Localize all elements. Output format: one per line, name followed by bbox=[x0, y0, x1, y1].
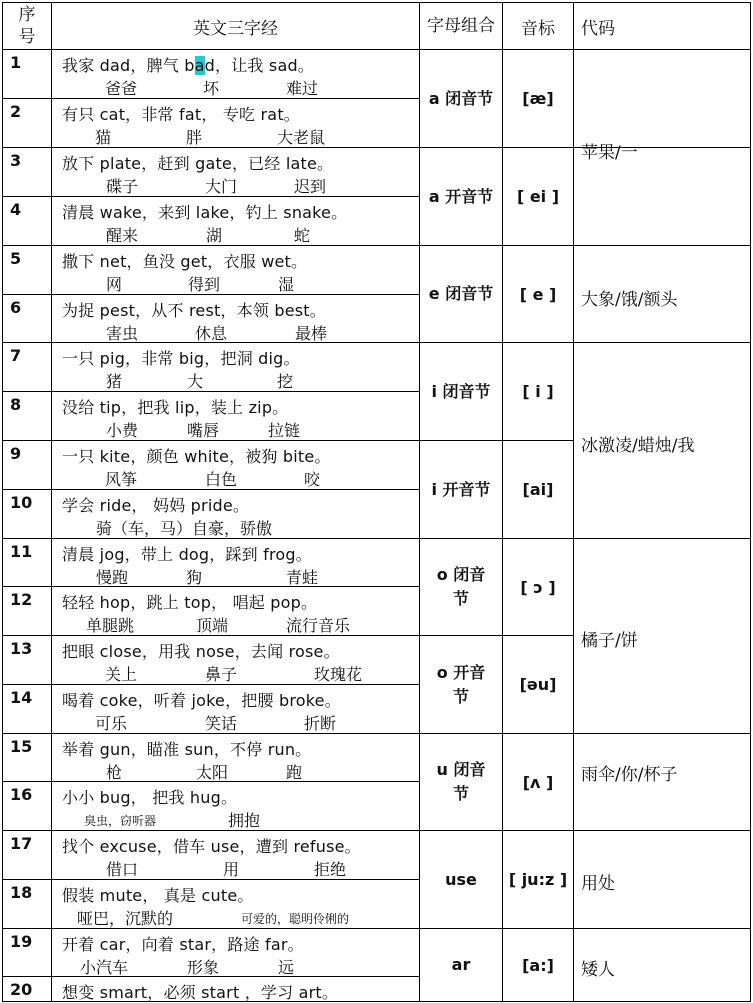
chinese-gloss: 借口 bbox=[106, 860, 139, 879]
chinese-gloss: 得到 bbox=[188, 275, 221, 294]
group-label: o 闭音节 bbox=[436, 565, 486, 608]
group-cell bbox=[420, 831, 502, 928]
chinese-gloss: 迟到 bbox=[294, 177, 327, 196]
ipa-label: [ʌ ] bbox=[522, 772, 554, 792]
row-number: 8 bbox=[10, 395, 22, 414]
group-cell bbox=[420, 343, 502, 440]
row-number: 4 bbox=[10, 200, 22, 219]
chinese-gloss: 挖 bbox=[277, 372, 294, 391]
chinese-gloss: 坏 bbox=[203, 79, 220, 98]
rhyme-line: 学会 ride， 妈妈 pride。 bbox=[62, 496, 250, 515]
row-number: 12 bbox=[10, 590, 33, 609]
chinese-gloss: 拉链 bbox=[268, 421, 301, 440]
chinese-gloss: 最棒 bbox=[295, 324, 328, 343]
row-number: 1 bbox=[10, 53, 22, 72]
group-label: e 闭音节 bbox=[428, 284, 494, 303]
row-number: 20 bbox=[10, 980, 33, 999]
header-col-code bbox=[574, 3, 750, 49]
chinese-gloss: 形象 bbox=[187, 958, 220, 977]
group-cell bbox=[420, 734, 502, 830]
rhyme-line: 轻轻 hop，跳上 top， 唱起 pop。 bbox=[62, 593, 318, 612]
rhyme-line: 撒下 net，鱼没 get，衣服 wet。 bbox=[62, 252, 308, 271]
row-number: 2 bbox=[10, 102, 22, 121]
rhyme-line: 清晨 wake，来到 lake，钓上 snake。 bbox=[62, 203, 348, 222]
ipa-cell bbox=[503, 929, 573, 1001]
code-cell: 矮人 bbox=[581, 960, 615, 980]
group-cell bbox=[420, 50, 502, 147]
rhyme-line: 开着 car，向着 star，路途 far。 bbox=[62, 935, 304, 954]
chinese-gloss: 猫 bbox=[95, 128, 112, 147]
chinese-gloss: 白色 bbox=[205, 470, 238, 489]
row-number: 14 bbox=[10, 688, 33, 707]
rhyme-line: 清晨 jog，带上 dog，踩到 frog。 bbox=[62, 545, 312, 564]
rhyme-line: 我家 dad，脾气 bad，让我 sad。 bbox=[62, 56, 315, 75]
chinese-gloss: 湿 bbox=[278, 275, 295, 294]
ipa-label: [ i ] bbox=[522, 382, 554, 401]
ipa-cell bbox=[503, 539, 573, 635]
row-number: 10 bbox=[10, 493, 33, 512]
chinese-gloss: 小汽车 bbox=[80, 958, 129, 977]
chinese-gloss: 碟子 bbox=[106, 177, 139, 196]
header-group-label: 字母组合 bbox=[427, 16, 495, 36]
header-text-label: 英文三字经 bbox=[193, 18, 278, 39]
chinese-gloss: 远 bbox=[278, 958, 295, 977]
chinese-gloss: 大 bbox=[187, 372, 204, 391]
chinese-gloss: 骑（车，马）自豪，骄傲 bbox=[96, 519, 273, 538]
chinese-gloss: 青蛙 bbox=[286, 568, 319, 587]
text-selection-highlight: a bbox=[194, 56, 205, 75]
chinese-gloss: 难过 bbox=[286, 79, 319, 98]
chinese-gloss: 猪 bbox=[106, 372, 123, 391]
chinese-gloss: 大老鼠 bbox=[277, 128, 326, 147]
ipa-label: [ e ] bbox=[519, 284, 557, 304]
rhyme-line: 一只 kite，颜色 white，被狗 bite。 bbox=[62, 447, 331, 466]
chinese-gloss: 拒绝 bbox=[314, 860, 347, 879]
chinese-gloss: 单腿跳 bbox=[86, 616, 135, 635]
chinese-gloss: 关上 bbox=[105, 665, 138, 684]
chinese-gloss: 拥抱 bbox=[228, 811, 261, 830]
group-cell bbox=[420, 929, 502, 1001]
chinese-gloss: 可乐 bbox=[95, 714, 128, 733]
code-cell: 冰激凌/蜡烛/我 bbox=[581, 436, 695, 456]
group-label: ar bbox=[451, 955, 471, 974]
ipa-label: [ ju:z ] bbox=[508, 870, 568, 889]
header-ipa-label: 音标 bbox=[521, 18, 555, 39]
ipa-cell bbox=[503, 148, 573, 245]
group-cell bbox=[420, 148, 502, 245]
chinese-gloss: 醒来 bbox=[106, 226, 139, 245]
ipa-cell bbox=[503, 734, 573, 830]
chinese-gloss: 爸爸 bbox=[105, 79, 138, 98]
row-number: 18 bbox=[10, 883, 33, 902]
header-code-label: 代码 bbox=[581, 18, 615, 39]
chinese-gloss: 狗 bbox=[186, 568, 203, 587]
chinese-gloss: 小费 bbox=[106, 421, 139, 440]
chinese-gloss: 咬 bbox=[304, 470, 321, 489]
chinese-gloss: 风筝 bbox=[105, 470, 138, 489]
header-col-ipa bbox=[503, 3, 573, 49]
rhyme-line: 喝着 coke，听着 joke，把腰 broke。 bbox=[62, 691, 341, 710]
group-label: a 闭音节 bbox=[428, 88, 494, 108]
ipa-cell bbox=[503, 636, 573, 733]
ipa-label: [əu] bbox=[519, 675, 557, 694]
chinese-gloss: 流行音乐 bbox=[286, 616, 351, 635]
code-cell: 橘子/饼 bbox=[581, 631, 638, 651]
header-col-text bbox=[52, 3, 419, 49]
header-col-no bbox=[3, 3, 51, 49]
row-number: 3 bbox=[10, 151, 22, 170]
group-label: i 闭音节 bbox=[431, 381, 491, 401]
rhyme-line: 为捉 pest，从不 rest，本领 best。 bbox=[62, 301, 326, 320]
chinese-gloss: 湖 bbox=[206, 226, 223, 245]
code-cell: 用处 bbox=[581, 874, 615, 894]
row-number: 7 bbox=[10, 346, 22, 365]
chinese-gloss: 臭虫，窃听器 bbox=[84, 814, 157, 828]
chinese-gloss: 网 bbox=[106, 275, 123, 294]
code-cell: 雨伞/你/杯子 bbox=[581, 765, 678, 785]
chinese-gloss: 蛇 bbox=[294, 226, 311, 245]
rhyme-line: 放下 plate，赶到 gate，已经 late。 bbox=[62, 154, 334, 173]
rhyme-line: 找个 excuse，借车 use，遭到 refuse。 bbox=[62, 837, 361, 856]
rhyme-line: 有只 cat，非常 fat， 专吃 rat。 bbox=[62, 105, 300, 124]
rhyme-line: 假装 mute， 真是 cute。 bbox=[62, 886, 254, 905]
row-number: 9 bbox=[10, 444, 22, 463]
chinese-gloss: 胖 bbox=[186, 128, 203, 147]
group-label: u 闭音节 bbox=[436, 760, 486, 803]
group-label: use bbox=[445, 869, 477, 889]
row-number: 13 bbox=[10, 639, 33, 658]
chinese-gloss: 大门 bbox=[205, 177, 238, 196]
chinese-gloss: 休息 bbox=[195, 324, 228, 343]
header-col-group bbox=[420, 3, 502, 49]
code-cell: 大象/饿/额头 bbox=[581, 290, 678, 310]
chinese-gloss: 嘴唇 bbox=[187, 421, 220, 440]
chinese-gloss: 害虫 bbox=[106, 324, 139, 343]
chinese-gloss: 可爱的，聪明伶俐的 bbox=[241, 912, 350, 926]
ipa-cell bbox=[503, 343, 573, 440]
group-label: a 开音节 bbox=[428, 186, 494, 206]
ipa-cell bbox=[503, 246, 573, 342]
rhyme-line: 想变 smart，必须 start ，学习 art。 bbox=[62, 983, 339, 1002]
row-number: 5 bbox=[10, 249, 22, 268]
chinese-gloss: 太阳 bbox=[196, 763, 229, 782]
row-number: 6 bbox=[10, 298, 22, 317]
chinese-gloss: 跑 bbox=[286, 763, 303, 782]
chinese-gloss: 折断 bbox=[304, 714, 337, 733]
ipa-label: [æ] bbox=[522, 89, 554, 108]
ipa-label: [ ɔ ] bbox=[520, 577, 556, 597]
ipa-cell bbox=[503, 50, 573, 147]
ipa-label: [ai] bbox=[522, 480, 554, 499]
row-number: 19 bbox=[10, 932, 33, 951]
row-number: 11 bbox=[10, 542, 33, 561]
rhyme-line: 小小 bug， 把我 hug。 bbox=[62, 788, 238, 807]
row-number: 17 bbox=[10, 834, 33, 853]
row-number: 16 bbox=[10, 785, 33, 804]
group-cell bbox=[420, 539, 502, 635]
chinese-gloss: 用 bbox=[223, 860, 240, 879]
ipa-label: [ ei ] bbox=[516, 187, 560, 206]
group-cell bbox=[420, 636, 502, 733]
group-label: o 开音节 bbox=[436, 662, 486, 706]
group-cell bbox=[420, 441, 502, 538]
ipa-label: [a:] bbox=[522, 955, 554, 975]
rhyme-line: 举着 gun，瞄准 sun，不停 run。 bbox=[62, 740, 312, 759]
chinese-gloss: 鼻子 bbox=[205, 665, 238, 684]
chinese-gloss: 哑巴，沉默的 bbox=[77, 909, 174, 928]
rhyme-line: 没给 tip，把我 lip，装上 zip。 bbox=[62, 398, 289, 417]
ipa-cell bbox=[503, 441, 573, 538]
chinese-gloss: 顶端 bbox=[196, 616, 229, 635]
chinese-gloss: 枪 bbox=[106, 763, 123, 782]
group-label: i 开音节 bbox=[431, 479, 491, 499]
header-no-label: 序号 bbox=[18, 5, 36, 47]
rhyme-line: 一只 pig，非常 big，把洞 dig。 bbox=[62, 349, 300, 368]
code-cell: 苹果/一 bbox=[581, 143, 638, 163]
chinese-gloss: 玫瑰花 bbox=[314, 665, 363, 684]
rhyme-line: 把眼 close，用我 nose，去闻 rose。 bbox=[62, 642, 340, 661]
group-cell bbox=[420, 246, 502, 342]
row-number: 15 bbox=[10, 737, 33, 756]
chinese-gloss: 笑话 bbox=[205, 714, 238, 733]
ipa-cell bbox=[503, 831, 573, 928]
chinese-gloss: 慢跑 bbox=[96, 568, 129, 587]
